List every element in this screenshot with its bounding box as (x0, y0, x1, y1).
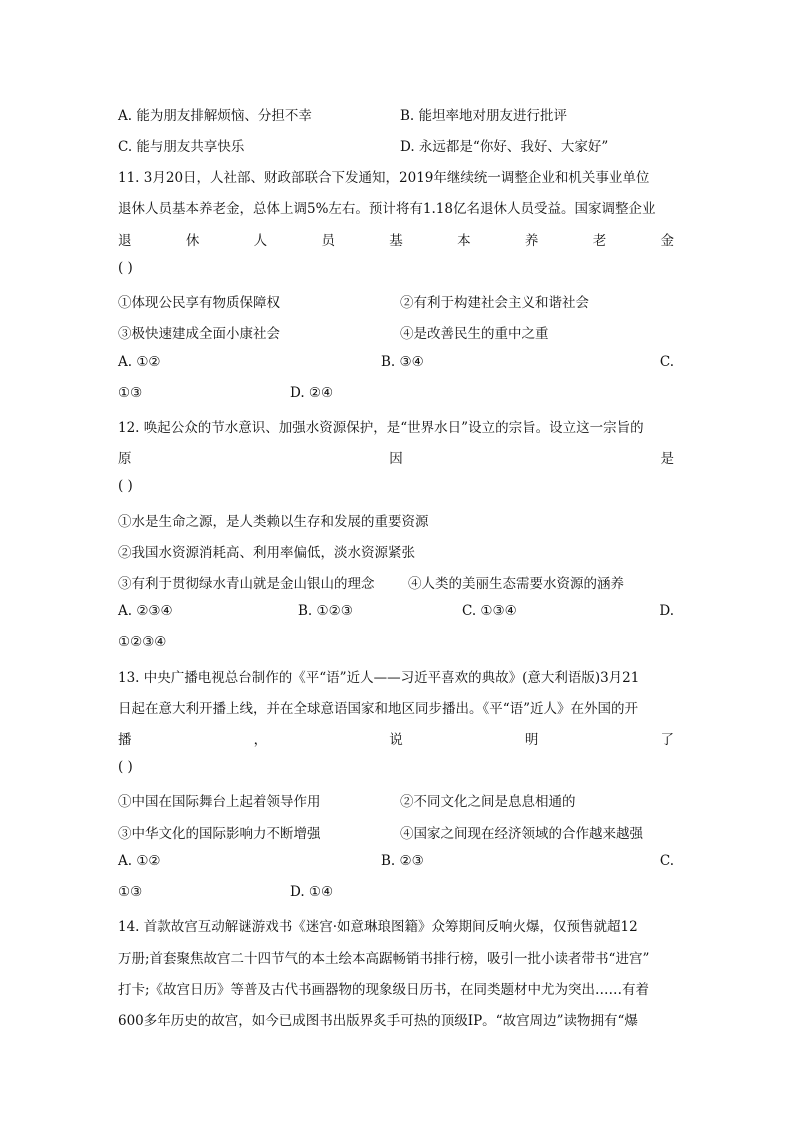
q11-stem-line-1: 11. 3月20日，人社部、财政部联合下发通知，2019年继续统一调整企业和机关事业单位 (118, 170, 650, 186)
q10-option-a: A. 能为朋友排解烦恼、分担不幸 (118, 108, 312, 124)
q11-spread-char: 人 (253, 233, 268, 249)
q10-options-row-1 (118, 104, 678, 126)
q14-stem-line-4: 600多年历史的故宫，如今已成图书出版界炙手可热的顶级IP。“故宫周边”读物拥有“爆 (118, 1013, 638, 1029)
q11-stem-line-2: 退休人员基本养老金，总体上调5%左右。预计将有1.18亿名退休人员受益。国家调整企业 (118, 201, 656, 217)
q11-statement-2: ②有利于构建社会主义和谐社会 (400, 295, 589, 311)
q13-statement-4: ④国家之间现在经济领域的合作越来越强 (400, 826, 643, 842)
q12-stem-line-1: 12. 唤起公众的节水意识、加强水资源保护，是“世界水日”设立的宗旨。设立这一宗旨的 (118, 420, 644, 436)
q13-statement-2: ②不同文化之间是息息相通的 (400, 794, 576, 810)
q12-statement-2: ②我国水资源消耗高、利用率偏低，淡水资源紧张 (118, 545, 415, 561)
q14-stem-line-3: 打卡;《故宫日历》等普及古代书画器物的现象级日历书，在同类题材中尤为突出……有着 (118, 982, 650, 998)
q13-spread-char: 了 (660, 732, 674, 748)
q13-spread-char: 明 (524, 732, 539, 748)
q11-statement-1: ①体现公民享有物质保障权 (118, 295, 280, 311)
q12-stem-line-2 (118, 447, 674, 467)
q11-choice-c-value: ①③ (118, 385, 143, 401)
q11-spread-char: 老 (592, 233, 607, 249)
q11-choice-c-label: C. (659, 354, 674, 370)
q12-choice-b: B. ①②③ (298, 603, 353, 619)
q11-spread-char: 休 (185, 233, 200, 249)
q11-spread-char: 金 (660, 233, 674, 249)
q12-spread-char: 是 (660, 451, 674, 467)
q13-stem-line-1: 13. 中央广播电视总台制作的《平“语”近人——习近平喜欢的典故》(意大利语版)3月21 (118, 670, 640, 686)
q12-choice-d-label: D. (659, 603, 674, 619)
q13-choice-d: D. ①④ (290, 884, 334, 900)
q13-choice-a: A. ①② (118, 853, 161, 869)
q13-stem-line-2: 日起在意大利开播上线，并在全球意语国家和地区同步播出。《平“语”近人》在外国的开 (118, 701, 639, 717)
q10-option-c: C. 能与朋友共享快乐 (118, 139, 245, 155)
q14-stem-line-2: 万册;首套聚焦故宫二十四节气的本土绘本高踞畅销书排行榜，吸引一批小读者带书“进宫” (118, 951, 650, 967)
q11-spread-char: 基 (389, 233, 403, 249)
q11-spread-char: 员 (321, 233, 335, 249)
q13-stem-line-3 (118, 728, 674, 748)
q13-choice-b: B. ②③ (381, 853, 424, 869)
q11-spread-char: 养 (524, 233, 539, 249)
q13-statements-row-1 (118, 790, 678, 812)
q13-choices-row (118, 853, 674, 875)
q12-spread-char: 原 (118, 451, 132, 467)
q13-statement-3: ③中华文化的国际影响力不断增强 (118, 826, 321, 842)
q10-options-row-2 (118, 135, 678, 157)
q11-stem-line-3 (118, 229, 674, 249)
q11-spread-char: 本 (457, 233, 471, 249)
q13-spread-char: 播 (118, 732, 132, 748)
q13-choices-row-2 (118, 884, 674, 906)
q11-choice-b: B. ③④ (381, 354, 424, 370)
q12-choices-row (118, 603, 674, 625)
q12-spread-char: 因 (389, 451, 403, 467)
q11-answer-paren: ( ) (118, 260, 133, 276)
q12-answer-paren: ( ) (118, 478, 133, 494)
q11-choices-row-2 (118, 385, 674, 407)
q12-choice-c: C. ①③④ (462, 603, 517, 619)
q11-spread-char: 退 (118, 233, 132, 249)
q10-option-b: B. 能坦率地对朋友进行批评 (400, 108, 568, 124)
q14-stem-line-1: 14. 首款故宫互动解谜游戏书《迷宫·如意琳琅图籍》众筹期间反响火爆，仅预售就超12 (118, 919, 638, 935)
q13-answer-paren: ( ) (118, 759, 133, 775)
q10-option-d: D. 永远都是“你好、我好、大家好” (400, 139, 609, 155)
q13-choice-c-label: C. (659, 853, 674, 869)
q12-statements-row (118, 572, 674, 594)
q12-statement-1: ①水是生命之源，是人类赖以生存和发展的重要资源 (118, 514, 429, 530)
q12-statement-4: ④人类的美丽生态需要水资源的涵养 (408, 576, 624, 592)
q13-choice-c-value: ①③ (118, 884, 143, 900)
q11-statements-row-2 (118, 322, 678, 344)
q13-spread-char: 说 (389, 732, 403, 748)
q11-statement-4: ④是改善民生的重中之重 (400, 326, 549, 342)
q11-statements-row-1 (118, 291, 678, 313)
q12-choice-a: A. ②③④ (118, 603, 173, 619)
q11-choice-d: D. ②④ (290, 385, 334, 401)
q12-statement-3: ③有利于贯彻绿水青山就是金山银山的理念 (118, 576, 375, 592)
q11-choices-row (118, 354, 674, 376)
q11-statement-3: ③极快速建成全面小康社会 (118, 326, 280, 342)
q13-statement-1: ①中国在国际舞台上起着领导作用 (118, 794, 321, 810)
q13-spread-char: ， (253, 732, 268, 748)
q11-choice-a: A. ①② (118, 354, 161, 370)
q12-choice-d-value: ①②③④ (118, 634, 167, 650)
q13-statements-row-2 (118, 822, 678, 844)
